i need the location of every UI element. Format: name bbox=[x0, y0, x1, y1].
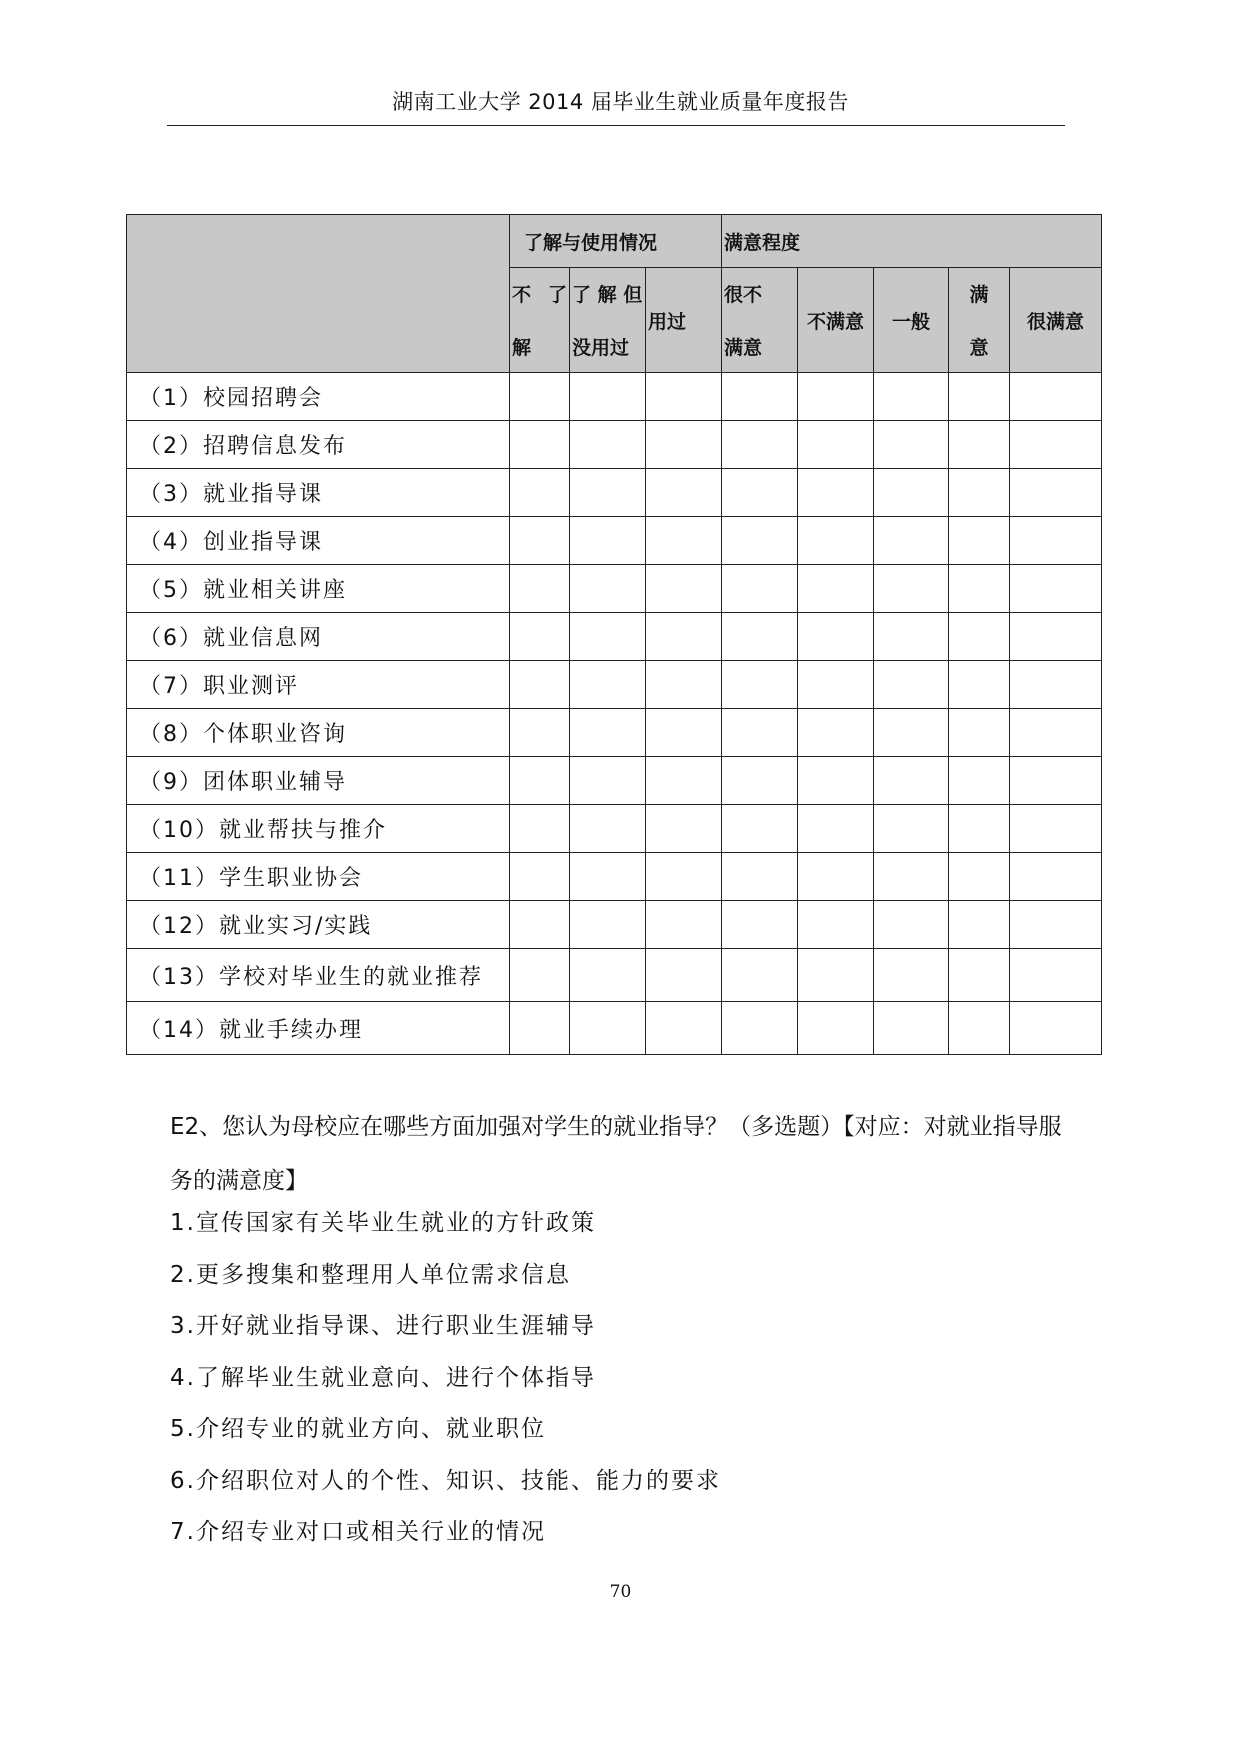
answer-cell[interactable] bbox=[798, 517, 874, 565]
subheader-known-not-used: 了 解 但 没用过 bbox=[570, 268, 646, 373]
answer-cell[interactable] bbox=[570, 661, 646, 709]
answer-cell[interactable] bbox=[510, 613, 570, 661]
answer-cell[interactable] bbox=[1010, 1002, 1102, 1055]
answer-cell[interactable] bbox=[949, 565, 1010, 613]
option-item: 7.介绍专业对口或相关行业的情况 bbox=[170, 1519, 546, 1545]
table-row bbox=[127, 805, 1102, 853]
answer-cell[interactable] bbox=[510, 709, 570, 757]
answer-cell[interactable] bbox=[949, 805, 1010, 853]
answer-cell[interactable] bbox=[646, 421, 722, 469]
answer-cell[interactable] bbox=[949, 421, 1010, 469]
group-header-satisfaction: 满意程度 bbox=[722, 215, 1102, 268]
answer-cell[interactable] bbox=[949, 757, 1010, 805]
answer-cell[interactable] bbox=[949, 709, 1010, 757]
answer-cell[interactable] bbox=[510, 853, 570, 901]
row-label: （7）职业测评 bbox=[127, 661, 510, 709]
answer-cell[interactable] bbox=[949, 901, 1010, 949]
answer-cell[interactable] bbox=[949, 853, 1010, 901]
row-label: （10）就业帮扶与推介 bbox=[127, 805, 510, 853]
subheader-satisfied: 满 意 bbox=[949, 268, 1010, 373]
answer-cell[interactable] bbox=[874, 613, 949, 661]
answer-cell[interactable] bbox=[570, 853, 646, 901]
answer-cell[interactable] bbox=[949, 1002, 1010, 1055]
answer-cell[interactable] bbox=[722, 517, 798, 565]
answer-cell[interactable] bbox=[1010, 853, 1102, 901]
answer-cell[interactable] bbox=[874, 661, 949, 709]
answer-cell[interactable] bbox=[874, 709, 949, 757]
answer-cell[interactable] bbox=[798, 805, 874, 853]
row-label: （1）校园招聘会 bbox=[127, 373, 510, 421]
table-row bbox=[127, 709, 1102, 757]
answer-cell[interactable] bbox=[798, 373, 874, 421]
answer-cell[interactable] bbox=[646, 901, 722, 949]
answer-cell[interactable] bbox=[798, 757, 874, 805]
answer-cell[interactable] bbox=[1010, 661, 1102, 709]
answer-cell[interactable] bbox=[1010, 709, 1102, 757]
answer-cell[interactable] bbox=[722, 901, 798, 949]
option-item: 6.介绍职位对人的个性、知识、技能、能力的要求 bbox=[170, 1467, 721, 1494]
answer-cell[interactable] bbox=[798, 709, 874, 757]
options-list bbox=[170, 1198, 1070, 1559]
option-item: 1.宣传国家有关毕业生就业的方针政策 bbox=[170, 1210, 596, 1236]
answer-cell[interactable] bbox=[646, 661, 722, 709]
answer-cell[interactable] bbox=[798, 661, 874, 709]
table-row bbox=[127, 757, 1102, 805]
answer-cell[interactable] bbox=[646, 709, 722, 757]
answer-cell[interactable] bbox=[510, 901, 570, 949]
answer-cell[interactable] bbox=[570, 373, 646, 421]
subheader-very-satisfied: 很满意 bbox=[1010, 268, 1102, 373]
answer-cell[interactable] bbox=[722, 469, 798, 517]
answer-cell[interactable] bbox=[646, 613, 722, 661]
answer-cell[interactable] bbox=[798, 901, 874, 949]
answer-cell[interactable] bbox=[510, 565, 570, 613]
answer-cell[interactable] bbox=[949, 949, 1010, 1002]
table-row bbox=[127, 853, 1102, 901]
group-header-usage: 了解与使用情况 bbox=[510, 215, 722, 268]
answer-cell[interactable] bbox=[570, 949, 646, 1002]
answer-cell[interactable] bbox=[570, 613, 646, 661]
answer-cell[interactable] bbox=[1010, 469, 1102, 517]
survey-table-body bbox=[127, 373, 1102, 1055]
answer-cell[interactable] bbox=[510, 949, 570, 1002]
answer-cell[interactable] bbox=[874, 421, 949, 469]
option-item: 2.更多搜集和整理用人单位需求信息 bbox=[170, 1261, 571, 1288]
row-label: （11）学生职业协会 bbox=[127, 853, 510, 901]
answer-cell[interactable] bbox=[722, 421, 798, 469]
answer-cell[interactable] bbox=[646, 565, 722, 613]
answer-cell[interactable] bbox=[722, 805, 798, 853]
answer-cell[interactable] bbox=[510, 1002, 570, 1055]
answer-cell[interactable] bbox=[874, 757, 949, 805]
answer-cell[interactable] bbox=[1010, 949, 1102, 1002]
answer-cell[interactable] bbox=[874, 853, 949, 901]
answer-cell[interactable] bbox=[722, 613, 798, 661]
row-label: （5）就业相关讲座 bbox=[127, 565, 510, 613]
answer-cell[interactable] bbox=[510, 805, 570, 853]
option-item: 5.介绍专业的就业方向、就业职位 bbox=[170, 1416, 546, 1442]
subheader-neutral: 一般 bbox=[874, 268, 949, 373]
table-row bbox=[127, 565, 1102, 613]
answer-cell[interactable] bbox=[798, 421, 874, 469]
answer-cell[interactable] bbox=[722, 709, 798, 757]
question-e2: E2、您认为母校应在哪些方面加强对学生的就业指导？（多选题）【对应：对就业指导服务的满意度】 bbox=[170, 1114, 1062, 1194]
answer-cell[interactable] bbox=[1010, 517, 1102, 565]
answer-cell[interactable] bbox=[722, 757, 798, 805]
answer-cell[interactable] bbox=[722, 373, 798, 421]
table-row bbox=[127, 517, 1102, 565]
answer-cell[interactable] bbox=[874, 565, 949, 613]
answer-cell[interactable] bbox=[798, 565, 874, 613]
answer-cell[interactable] bbox=[798, 613, 874, 661]
answer-cell[interactable] bbox=[722, 949, 798, 1002]
answer-cell[interactable] bbox=[646, 757, 722, 805]
table-row bbox=[127, 613, 1102, 661]
table-row bbox=[127, 469, 1102, 517]
table-row bbox=[127, 901, 1102, 949]
answer-cell[interactable] bbox=[570, 421, 646, 469]
answer-cell[interactable] bbox=[798, 1002, 874, 1055]
answer-cell[interactable] bbox=[722, 1002, 798, 1055]
answer-cell[interactable] bbox=[646, 1002, 722, 1055]
answer-cell[interactable] bbox=[949, 373, 1010, 421]
answer-cell[interactable] bbox=[722, 853, 798, 901]
answer-cell[interactable] bbox=[570, 517, 646, 565]
row-label: （3）就业指导课 bbox=[127, 469, 510, 517]
page-number: 70 bbox=[609, 1582, 632, 1602]
answer-cell[interactable] bbox=[1010, 421, 1102, 469]
answer-cell[interactable] bbox=[949, 517, 1010, 565]
answer-cell[interactable] bbox=[798, 853, 874, 901]
answer-cell[interactable] bbox=[510, 661, 570, 709]
row-label: （14）就业手续办理 bbox=[127, 1002, 510, 1055]
answer-cell[interactable] bbox=[570, 1002, 646, 1055]
table-corner-cell bbox=[127, 215, 510, 373]
table-row bbox=[127, 949, 1102, 1002]
answer-cell[interactable] bbox=[1010, 901, 1102, 949]
table-row bbox=[127, 1002, 1102, 1055]
row-label: （9）团体职业辅导 bbox=[127, 757, 510, 805]
answer-cell[interactable] bbox=[1010, 757, 1102, 805]
answer-cell[interactable] bbox=[510, 469, 570, 517]
answer-cell[interactable] bbox=[570, 709, 646, 757]
answer-cell[interactable] bbox=[874, 469, 949, 517]
answer-cell[interactable] bbox=[646, 373, 722, 421]
answer-cell[interactable] bbox=[874, 901, 949, 949]
row-label: （8）个体职业咨询 bbox=[127, 709, 510, 757]
table-row bbox=[127, 661, 1102, 709]
answer-cell[interactable] bbox=[570, 469, 646, 517]
subheader-not-known: 不 了 解 bbox=[510, 268, 570, 373]
subheader-used: 用过 bbox=[646, 268, 722, 373]
answer-cell[interactable] bbox=[646, 805, 722, 853]
row-label: （13）学校对毕业生的就业推荐 bbox=[127, 949, 510, 1002]
option-item: 3.开好就业指导课、进行职业生涯辅导 bbox=[170, 1313, 596, 1339]
answer-cell[interactable] bbox=[949, 469, 1010, 517]
table-row bbox=[127, 373, 1102, 421]
answer-cell[interactable] bbox=[570, 805, 646, 853]
answer-cell[interactable] bbox=[510, 517, 570, 565]
answer-cell[interactable] bbox=[1010, 565, 1102, 613]
answer-cell[interactable] bbox=[510, 373, 570, 421]
option-item: 4.了解毕业生就业意向、进行个体指导 bbox=[170, 1364, 596, 1391]
answer-cell[interactable] bbox=[874, 949, 949, 1002]
answer-cell[interactable] bbox=[798, 469, 874, 517]
answer-cell[interactable] bbox=[874, 373, 949, 421]
answer-cell[interactable] bbox=[874, 517, 949, 565]
answer-cell[interactable] bbox=[646, 853, 722, 901]
row-label: （6）就业信息网 bbox=[127, 613, 510, 661]
answer-cell[interactable] bbox=[949, 613, 1010, 661]
answer-cell[interactable] bbox=[570, 757, 646, 805]
answer-cell[interactable] bbox=[646, 469, 722, 517]
answer-cell[interactable] bbox=[722, 661, 798, 709]
row-label: （4）创业指导课 bbox=[127, 517, 510, 565]
answer-cell[interactable] bbox=[646, 949, 722, 1002]
subheader-dissatisfied: 不满意 bbox=[798, 268, 874, 373]
answer-cell[interactable] bbox=[570, 565, 646, 613]
subheader-very-dissatisfied: 很不 满意 bbox=[722, 268, 798, 373]
header-divider bbox=[167, 125, 1065, 126]
answer-cell[interactable] bbox=[722, 565, 798, 613]
page-header-title: 湖南工业大学 2014 届毕业生就业质量年度报告 bbox=[392, 90, 849, 114]
answer-cell[interactable] bbox=[798, 949, 874, 1002]
answer-cell[interactable] bbox=[646, 517, 722, 565]
answer-cell[interactable] bbox=[1010, 805, 1102, 853]
answer-cell[interactable] bbox=[874, 805, 949, 853]
answer-cell[interactable] bbox=[949, 661, 1010, 709]
table-row bbox=[127, 421, 1102, 469]
answer-cell[interactable] bbox=[874, 1002, 949, 1055]
survey-table bbox=[126, 214, 1102, 1055]
row-label: （2）招聘信息发布 bbox=[127, 421, 510, 469]
answer-cell[interactable] bbox=[510, 757, 570, 805]
answer-cell[interactable] bbox=[510, 421, 570, 469]
row-label: （12）就业实习/实践 bbox=[127, 901, 510, 949]
answer-cell[interactable] bbox=[1010, 613, 1102, 661]
answer-cell[interactable] bbox=[1010, 373, 1102, 421]
answer-cell[interactable] bbox=[570, 901, 646, 949]
